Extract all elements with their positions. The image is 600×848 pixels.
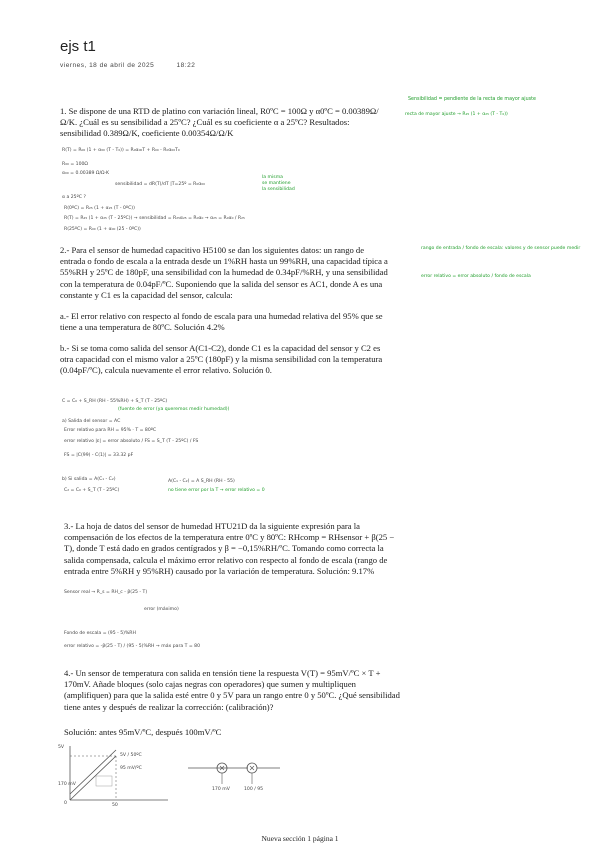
hw-line: Sensor real → R_s = RH_c - β(25 - T) [64, 590, 148, 595]
block-label-offset: 170 mV [212, 787, 230, 792]
hw-line: R₀₀ = 100Ω [62, 162, 88, 167]
hw-line: error relativo = -β(25 - T) / (95 - 5)%RH → máx para T = 80 [64, 644, 201, 649]
hw-line: R(25ºC) = R₀₀ (1 + α₀₀ (25 - 0ºC)) [64, 227, 141, 232]
hw-note: la misma [262, 175, 283, 180]
hw-line: R(T) = R₂₅ (1 + α₂₅ (T - 25ºC)) → sensibilidad = R₂₅α₂₅ = R₀α₀ → α₂₅ = R₀α₀ / R₂₅ [64, 216, 245, 221]
hw-line: a) Salida del sensor = AC [62, 419, 121, 424]
problem-2-part-b: b.- Si se toma como salida del sensor A(C1-C2), donde C1 es la capacidad del sensor y C2 es otra capacidad con el mismo valor a 25ºC (180pF) y la misma sensibilidad con la temperatura (0.04pF/ºC), calcula nuevamente el error relativo. Solución 0. [60, 343, 383, 376]
block-label-gain: 100 / 95 [244, 787, 264, 792]
page-title: ejs t1 [60, 38, 96, 55]
graph-label-sensitivity: 95 mV/ºC [120, 766, 142, 771]
hw-line: C = C₀ + S_RH (RH - 55%RH) + S_T (T - 25ºC) [62, 399, 168, 404]
problem-2-text: 2.- Para el sensor de humedad capacitivo H5100 se dan los siguientes datos: un rango de entrada o fondo de escala a la entrada desde un 1%RH hasta un 99%RH, una capacidad típica a 55%RH y 25ºC de 180pF, una sensibilidad con la humedad de 0.34pF/%RH, y una sensibilidad con la temperatura de 0.04pF/ºC. Suponiendo que la salida del sensor es AC1, donde A es una constante y C1 es la capacidad del sensor, calcula: [60, 245, 388, 300]
graph-label-50: 50 [112, 803, 118, 808]
hw-note: (fuente de error (ya queremos medir humedad)) [118, 407, 230, 412]
hw-line: A(C₁ - C₂) = A S_RH (RH - 55) [168, 479, 235, 484]
green-note-relative-error: error relativo = error absoluto / fondo de escala [421, 274, 531, 279]
hw-line: b) Si salida = A(C₁ - C₂) [62, 477, 116, 482]
problem-4-solution: Solución: antes 95mV/ºC, después 100mV/ºC [64, 727, 222, 737]
hw-line: error relativo |ε| = error absoluto / FS = S_T (T - 25ºC) / FS [64, 439, 199, 444]
problem-3-text: 3.- La hoja de datos del sensor de humedad HTU21D da la siguiente expresión para la compensación de los efectos de la temperatura entre 0ºC y 80ºC: RHcomp = RHsensor + β(25 − T), donde T está dado en grados centígrados y β = −0,15%RH/ºC. Tomando como correcta la salida compensada, calcula el máximo error relativo con respecto al fondo de escala (rango de entrada entre 5%RH y 95%RH) causado por la variación de temperatura. Solución: 9.17% [64, 521, 395, 576]
hw-line: Fondo de escala = (95 - 5)%RH [64, 631, 136, 636]
page-dateline [60, 62, 195, 69]
hw-line: α₀₀ = 0.00389 Ω/Ω·K [62, 171, 109, 176]
green-note-sensitivity: Sensibilidad = pendiente de la recta de mayor ajuste [408, 97, 536, 102]
page-time: 18:22 [176, 62, 196, 69]
block-diagram-sketch [180, 750, 290, 800]
hw-note: no tiene error por la T → error relativo = 0 [168, 488, 265, 493]
hw-note: la sensibilidad [262, 187, 295, 192]
page-footer: Nueva sección 1 página 1 [261, 834, 339, 843]
page-date: viernes, 18 de abril de 2025 [60, 62, 155, 69]
hw-line: C₂ = C₀ + S_T (T - 25ºC) [64, 488, 120, 493]
green-note-fit-line: recta de mayor ajuste → R₂₅ (1 + α₂₅ (T - T₀)) [405, 112, 508, 117]
hw-line: FS = |C(99) - C(1)| = 33.32 pF [64, 453, 134, 458]
problem-1-text: 1. Se dispone de una RTD de platino con variación lineal, R0ºC = 100Ω y α0ºC = 0.00389Ω/Ω/K. ¿Cuál es su sensibilidad a 25ºC? ¿Cuál es su coeficiente α a 25ºC? Resultados: sensibilidad 0.389Ω/K, coeficiente 0.00354Ω/Ω/K [60, 106, 379, 139]
hw-line: R(T) = R₀₀ (1 + α₀₀ (T - T₀)) = R₀α₀₀T + R₀₀ - R₀α₀₀T₀ [62, 148, 180, 153]
green-note-input-range: rango de entrada / fondo de escala: valores y de sensor puede medir [421, 246, 581, 251]
hw-line: sensibilidad = dR(T)/dT |T=25º = R₀α₀₀ [115, 182, 205, 187]
graph-label-offset: 170 mV [58, 782, 76, 787]
hw-line: α a 25ºC ? [62, 195, 86, 200]
graph-label-slope: 5V / 50ºC [120, 753, 142, 758]
hw-line: error (máximo) [144, 607, 179, 612]
graph-label-origin: 0 [64, 801, 67, 806]
hw-line: R(0ºC) = R₂₅ (1 + α₂₅ (T - 0ºC)) [64, 206, 135, 211]
problem-2-part-a: a.- El error relativo con respecto al fondo de escala para una humedad relativa del 95% que se tiene a una temperatura de 80ºC. Solución 4.2% [60, 311, 383, 333]
hw-line: Error relativo para RH = 95% · T = 80ºC [64, 428, 157, 433]
hw-note: se mantiene [262, 181, 291, 186]
graph-label-5v: 5V [58, 745, 65, 750]
problem-4-text: 4.- Un sensor de temperatura con salida en tensión tiene la respuesta V(T) = 95mV/ºC × T + 170mV. Añade bloques (solo cajas negras con operadores) que sumen y multipliquen (amplifiquen) para que la salida esté entre 0 y 5V para un rango entre 0 y 50ºC. ¿Qué sensibilidad tiene antes y después de realizar la corrección: (calibración)? [64, 668, 400, 712]
